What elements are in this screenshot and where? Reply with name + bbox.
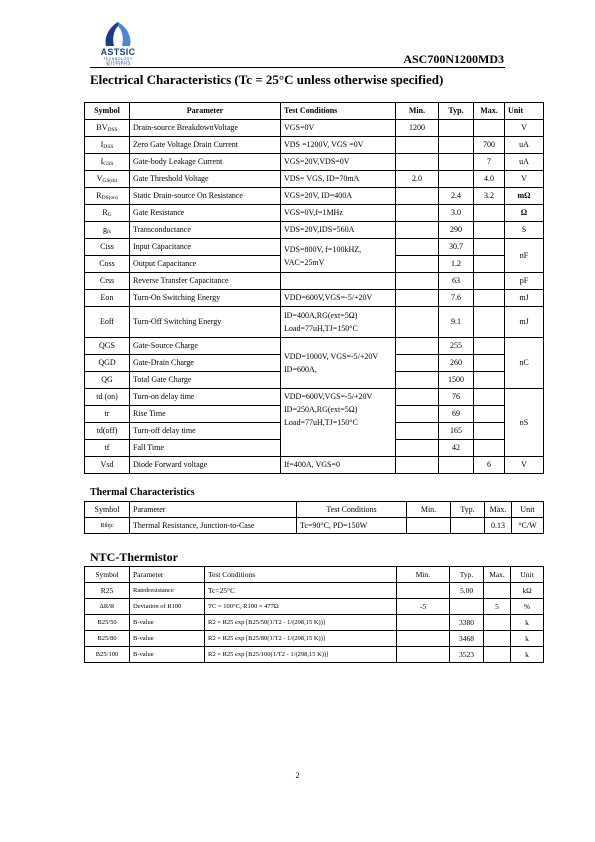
parameter-cell: Static Drain-source On Resistance <box>130 188 281 205</box>
max-cell: 4.0 <box>474 171 505 188</box>
typ-cell: 42 <box>439 440 474 457</box>
parameter-cell: Turn-off delay time <box>130 423 281 440</box>
symbol-cell: Eoff <box>85 307 130 338</box>
typ-cell: 3.0 <box>439 205 474 222</box>
typ-cell: 76 <box>439 389 474 406</box>
parameter-cell: Thermal Resistance, Junction-to-Case <box>130 518 297 534</box>
conditions-cell: VDS=20V,IDS=560A <box>281 222 396 239</box>
header-conditions: Test Conditions <box>205 567 397 583</box>
eoff-condition-line: Load=77uH,TJ=150°C <box>284 324 358 333</box>
max-cell <box>474 239 505 256</box>
header-parameter: Parameter <box>130 567 205 583</box>
switching-condition-line: Load=77uH,TJ=150°C <box>284 418 358 427</box>
header-min: Min. <box>407 502 451 518</box>
symbol-cell: Crss <box>85 273 130 290</box>
unit-cell: mJ <box>505 307 544 338</box>
symbol-cell: R25 <box>85 583 130 599</box>
parameter-cell: Input Capacitance <box>130 239 281 256</box>
max-cell <box>474 256 505 273</box>
typ-cell: 7.6 <box>439 290 474 307</box>
symbol-cell: ΔR/R <box>85 599 130 615</box>
table-row <box>85 518 544 534</box>
symbol-cell: Rthjc <box>85 518 130 534</box>
table-row <box>85 647 544 663</box>
conditions-cell: TC = 100°C, R100 = 477Ω <box>205 599 397 615</box>
unit-cell: k <box>511 631 544 647</box>
max-cell <box>474 120 505 137</box>
part-number: ASC700N1200MD3 <box>403 52 504 66</box>
table-row <box>85 154 544 171</box>
unit-cell: % <box>511 599 544 615</box>
typ-cell <box>439 137 474 154</box>
max-cell <box>474 222 505 239</box>
page-number: 2 <box>295 771 300 780</box>
min-cell <box>396 137 439 154</box>
parameter-cell: Gate Threshold Voltage <box>130 171 281 188</box>
symbol-cell: B25/80 <box>85 631 130 647</box>
max-cell: 6 <box>474 457 505 474</box>
table-row <box>85 631 544 647</box>
min-cell <box>396 372 439 389</box>
min-cell <box>396 423 439 440</box>
table-row <box>85 273 544 290</box>
parameter-cell: Fall Time <box>130 440 281 457</box>
header-typ: Typ. <box>450 567 484 583</box>
header-parameter: Parameter <box>130 502 297 518</box>
conditions-cell: VGS=0V <box>281 120 396 137</box>
table-row <box>85 457 544 474</box>
unit-cell: k <box>511 615 544 631</box>
typ-cell <box>439 171 474 188</box>
symbol-cell: $BV_{DSS}$ <box>85 120 130 137</box>
min-cell <box>396 188 439 205</box>
conditions-cell: Tc=90°C, PD=150W <box>297 518 407 534</box>
max-cell <box>474 406 505 423</box>
parameter-cell: B-value <box>130 631 205 647</box>
unit-cell: pF <box>505 273 544 290</box>
min-cell: 2.0 <box>396 171 439 188</box>
min-cell <box>396 256 439 273</box>
max-cell <box>474 389 505 406</box>
max-cell <box>484 647 511 663</box>
typ-cell <box>450 599 484 615</box>
ntc-title: NTC-Thermistor <box>90 550 178 564</box>
typ-cell: 63 <box>439 273 474 290</box>
typ-cell: 290 <box>439 222 474 239</box>
gate-charge-condition-line: ID=600A, <box>284 365 317 374</box>
header-symbol: Symbol <box>85 502 130 518</box>
capacitance-conditions-cell <box>281 239 396 273</box>
table-row <box>85 307 544 338</box>
symbol-cell: $g_{fs}$ <box>85 222 130 239</box>
table-row <box>85 583 544 599</box>
symbol-cell: Eon <box>85 290 130 307</box>
table-header-row <box>85 103 544 120</box>
min-cell: -5 <box>397 599 450 615</box>
symbol-cell: $I_{GSS}$ <box>85 154 130 171</box>
symbol-cell: tr <box>85 406 130 423</box>
typ-cell: 9.1 <box>439 307 474 338</box>
parameter-cell: Diode Forward voltage <box>130 457 281 474</box>
typ-cell: 3468 <box>450 631 484 647</box>
gate-charge-condition-line: VDD=1000V, VGS=-5/+20V <box>284 352 379 361</box>
header-min: Min. <box>396 103 439 120</box>
header-symbol: Symbol <box>85 567 130 583</box>
symbol-cell: td(off) <box>85 423 130 440</box>
typ-cell <box>451 518 485 534</box>
table-row <box>85 338 544 355</box>
unit-cell: kΩ <box>511 583 544 599</box>
header-conditions: Test Conditions <box>297 502 407 518</box>
max-cell <box>474 290 505 307</box>
max-cell <box>484 615 511 631</box>
symbol-cell: QG <box>85 372 130 389</box>
table-row <box>85 205 544 222</box>
max-cell: 7 <box>474 154 505 171</box>
typ-cell <box>439 120 474 137</box>
header-unit: Unit <box>512 502 544 518</box>
thermal-title: Thermal Characteristics <box>90 487 195 498</box>
gate-charge-conditions-cell <box>281 338 396 389</box>
min-cell <box>396 290 439 307</box>
table-row <box>85 171 544 188</box>
unit-cell: mΩ <box>505 188 544 205</box>
max-cell: 5 <box>484 599 511 615</box>
min-cell <box>396 406 439 423</box>
parameter-cell: Gate-Source Charge <box>130 338 281 355</box>
symbol-cell: QGS <box>85 338 130 355</box>
max-cell <box>474 338 505 355</box>
logo-brand: ASTSIC <box>100 47 136 57</box>
table-row <box>85 290 544 307</box>
unit-cell: Ω <box>505 205 544 222</box>
min-cell <box>396 222 439 239</box>
typ-cell: 165 <box>439 423 474 440</box>
symbol-cell: QGD <box>85 355 130 372</box>
symbol-cell: B25/50 <box>85 615 130 631</box>
switching-conditions-cell <box>281 389 396 457</box>
min-cell <box>397 615 450 631</box>
parameter-cell: B-value <box>130 647 205 663</box>
header-symbol: Symbol <box>85 103 130 120</box>
unit-cell: °C/W <box>512 518 544 534</box>
parameter-cell: Turn-Off Switching Energy <box>130 307 281 338</box>
typ-cell: 5.00 <box>450 583 484 599</box>
conditions-cell: R2 = R25 exp [B25/100(1/T2 - 1/(298,15 K))] <box>205 647 397 663</box>
max-cell <box>484 631 511 647</box>
symbol-cell: B25/100 <box>85 647 130 663</box>
min-cell <box>397 583 450 599</box>
max-cell <box>474 355 505 372</box>
table-row <box>85 120 544 137</box>
conditions-cell: VDS =1200V, VGS =0V <box>281 137 396 154</box>
max-cell <box>474 423 505 440</box>
capacitance-condition-line: VDS=800V, f=100kHZ, <box>284 244 362 254</box>
parameter-cell: Drain-source BreakdownVoltage <box>130 120 281 137</box>
conditions-cell: If=400A, VGS=0 <box>281 457 396 474</box>
header-max: Max. <box>485 502 512 518</box>
symbol-cell: $R_{DS(on)}$ <box>85 188 130 205</box>
symbol-cell: Ciss <box>85 239 130 256</box>
conditions-cell: Tc=25°C <box>205 583 397 599</box>
unit-cell: mJ <box>505 290 544 307</box>
electrical-title: Electrical Characteristics (Tc = 25°C unless otherwise specified) <box>90 72 444 87</box>
max-cell <box>474 440 505 457</box>
unit-cell: V <box>505 457 544 474</box>
min-cell <box>396 205 439 222</box>
switching-condition-line: VDD=600V,VGS=-5/+20V <box>284 392 373 401</box>
unit-cell: k <box>511 647 544 663</box>
typ-cell: 255 <box>439 338 474 355</box>
header-unit: Unit <box>505 103 544 120</box>
header-max: Max. <box>474 103 505 120</box>
unit-cell: uA <box>505 137 544 154</box>
max-cell: 700 <box>474 137 505 154</box>
max-cell <box>484 583 511 599</box>
parameter-cell: Transconductance <box>130 222 281 239</box>
table-row <box>85 239 544 256</box>
electrical-table <box>84 102 544 474</box>
min-cell <box>396 239 439 256</box>
min-cell <box>396 389 439 406</box>
conditions-cell: R2 = R25 exp [B25/50(1/T2 - 1/(298,15 K))] <box>205 615 397 631</box>
thermal-table <box>84 501 544 534</box>
parameter-cell: Turn-on delay time <box>130 389 281 406</box>
unit-cell: nC <box>505 338 544 389</box>
typ-cell <box>439 154 474 171</box>
max-cell <box>474 205 505 222</box>
table-row <box>85 188 544 205</box>
header-typ: Typ. <box>439 103 474 120</box>
switching-condition-line: ID=250A,RG(ext=5Ω) <box>284 405 358 414</box>
parameter-cell: Ratedresistance <box>130 583 205 599</box>
table-header-row <box>85 567 544 583</box>
header-min: Min. <box>397 567 450 583</box>
min-cell <box>396 355 439 372</box>
min-cell <box>396 338 439 355</box>
unit-cell: V <box>505 171 544 188</box>
typ-cell: 69 <box>439 406 474 423</box>
unit-cell: nF <box>505 239 544 273</box>
max-cell <box>474 307 505 338</box>
table-row <box>85 599 544 615</box>
max-cell <box>474 273 505 290</box>
astsic-logo-icon <box>100 20 136 48</box>
logo-subtitle: TECHNOLOGY <box>103 57 133 61</box>
capacitance-condition-line: VAC=25mV <box>284 257 325 267</box>
conditions-cell: VDD=600V,VGS=-5/+20V <box>281 290 396 307</box>
typ-cell: 3380 <box>450 615 484 631</box>
eoff-condition-line: ID=400A,RG(ext=5Ω) <box>284 311 358 320</box>
parameter-cell: Gate-Drain Charge <box>130 355 281 372</box>
unit-cell: uA <box>505 154 544 171</box>
conditions-cell: VGS=20V, ID=400A <box>281 188 396 205</box>
header-rule <box>90 67 505 68</box>
symbol-cell: td (on) <box>85 389 130 406</box>
ntc-table <box>84 566 544 663</box>
min-cell <box>396 307 439 338</box>
unit-cell: V <box>505 120 544 137</box>
parameter-cell: B-value <box>130 615 205 631</box>
min-cell <box>407 518 451 534</box>
parameter-cell: Turn-On Switching Energy <box>130 290 281 307</box>
table-row <box>85 615 544 631</box>
max-cell: 0.13 <box>485 518 512 534</box>
min-cell <box>396 440 439 457</box>
conditions-cell: VGS=0V,f=1MHz <box>281 205 396 222</box>
header-typ: Typ. <box>451 502 485 518</box>
typ-cell: 260 <box>439 355 474 372</box>
typ-cell: 3523 <box>450 647 484 663</box>
conditions-cell: VGS=20V,VDS=0V <box>281 154 396 171</box>
typ-cell: 30.7 <box>439 239 474 256</box>
symbol-cell: Vsd <box>85 457 130 474</box>
header-conditions: Test Conditions <box>281 103 396 120</box>
logo-chinese: 爱仕特科技 <box>105 61 131 67</box>
parameter-cell: Gate Resistance <box>130 205 281 222</box>
min-cell <box>396 154 439 171</box>
symbol-cell: Coss <box>85 256 130 273</box>
parameter-cell: Deviation of R100 <box>130 599 205 615</box>
parameter-cell: Zero Gate Voltage Drain Current <box>130 137 281 154</box>
table-row <box>85 222 544 239</box>
symbol-cell: $V_{GS(th)}$ <box>85 171 130 188</box>
unit-cell: nS <box>505 389 544 457</box>
parameter-cell: Rise Time <box>130 406 281 423</box>
company-logo <box>88 20 148 67</box>
max-cell <box>474 372 505 389</box>
header-max: Max. <box>484 567 511 583</box>
typ-cell <box>439 457 474 474</box>
symbol-cell: $I_{DSS}$ <box>85 137 130 154</box>
table-row <box>85 389 544 406</box>
max-cell: 3.2 <box>474 188 505 205</box>
conditions-cell <box>281 307 396 338</box>
min-cell <box>396 273 439 290</box>
unit-cell: S <box>505 222 544 239</box>
typ-cell: 1.2 <box>439 256 474 273</box>
header-unit: Unit <box>511 567 544 583</box>
conditions-cell: R2 = R25 exp [B25/80(1/T2 - 1/(298,15 K))] <box>205 631 397 647</box>
table-row <box>85 137 544 154</box>
min-cell <box>397 631 450 647</box>
min-cell <box>396 457 439 474</box>
typ-cell: 2.4 <box>439 188 474 205</box>
min-cell <box>397 647 450 663</box>
conditions-cell <box>281 273 396 290</box>
parameter-cell: Output Capacitance <box>130 256 281 273</box>
symbol-cell: tf <box>85 440 130 457</box>
parameter-cell: Total Gate Charge <box>130 372 281 389</box>
symbol-cell: $R_G$ <box>85 205 130 222</box>
min-cell: 1200 <box>396 120 439 137</box>
typ-cell: 1500 <box>439 372 474 389</box>
header-parameter: Parameter <box>130 103 281 120</box>
conditions-cell: VDS= VGS, ID=70mA <box>281 171 396 188</box>
parameter-cell: Reverse Transfer Capacitance <box>130 273 281 290</box>
table-header-row <box>85 502 544 518</box>
parameter-cell: Gate-body Leakage Current <box>130 154 281 171</box>
